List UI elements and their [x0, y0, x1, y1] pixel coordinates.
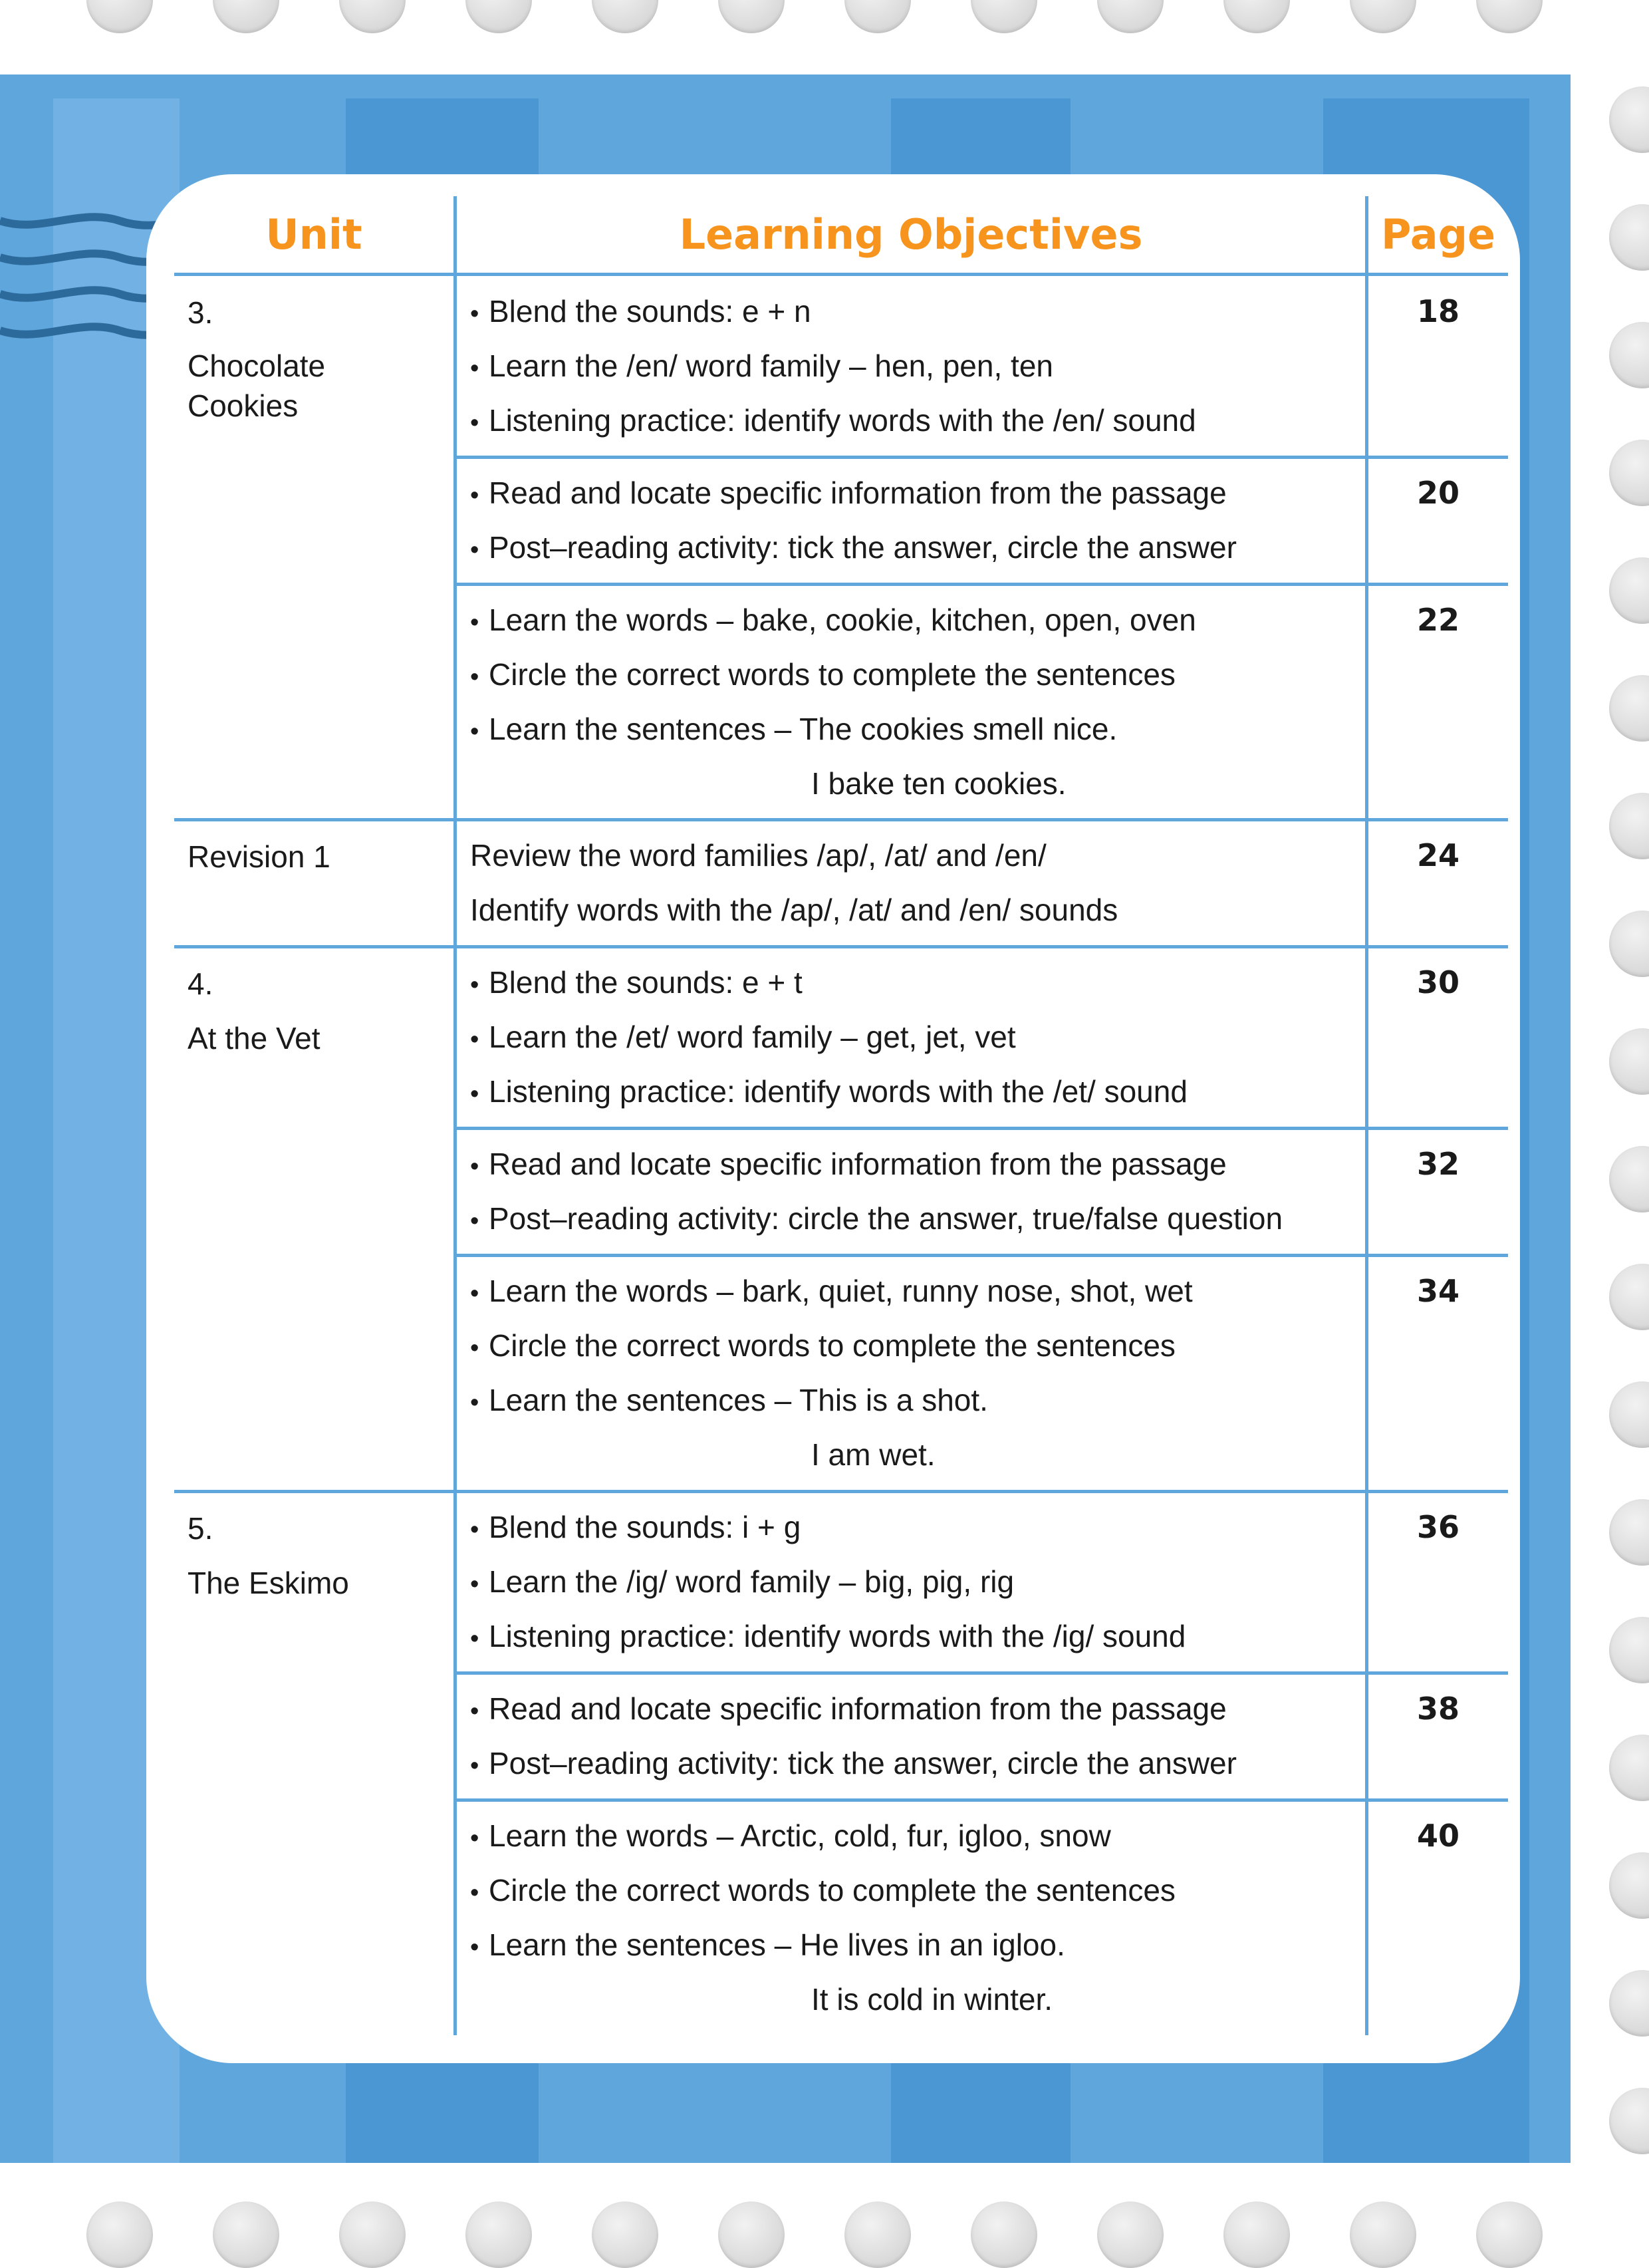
objective-item — [470, 520, 1361, 575]
bullet-icon: • — [470, 482, 479, 509]
perforation-dot — [86, 0, 153, 33]
unit-divider — [174, 818, 1508, 821]
objective-item — [470, 702, 1361, 756]
page-number: 34 — [1416, 1273, 1459, 1309]
perforation-dot — [844, 2201, 911, 2268]
perforation-dot — [592, 0, 658, 33]
perforation-dot — [1350, 0, 1416, 33]
objective-item — [470, 339, 1361, 393]
perforation-dot — [1609, 86, 1649, 153]
page-number: 36 — [1416, 1509, 1459, 1545]
bullet-icon: • — [470, 1625, 479, 1653]
perforation-dot — [1609, 1028, 1649, 1095]
objective-item — [470, 1137, 1361, 1191]
objective-text: Read and locate specific information from the passage — [489, 476, 1227, 510]
perforation-dot — [1476, 2201, 1543, 2268]
bullet-icon: • — [470, 1824, 479, 1852]
bullet-icon: • — [470, 1752, 479, 1780]
unit-name: The Eskimo — [188, 1566, 349, 1600]
perforation-dot — [971, 0, 1037, 33]
objective-text: Identify words with the /ap/, /at/ and /en/ sounds — [470, 893, 1118, 927]
objective-text: Listening practice: identify words with the /en/ sound — [489, 403, 1196, 438]
objectives-list — [470, 828, 1361, 937]
perforation-dot — [1350, 2201, 1416, 2268]
perforation-dot — [1609, 1970, 1649, 2037]
section-divider — [457, 583, 1508, 586]
perforation-dot — [592, 2201, 658, 2268]
objective-item — [470, 1917, 1361, 1972]
objective-item — [470, 955, 1361, 1010]
perforation-dot — [465, 2201, 532, 2268]
objective-text: Circle the correct words to complete the sentences — [489, 1328, 1176, 1363]
objective-text: Learn the words – bake, cookie, kitchen, open, oven — [489, 603, 1196, 637]
objective-item — [470, 1681, 1361, 1736]
objective-text: Blend the sounds: e + n — [489, 294, 811, 329]
perforation-dot — [1609, 557, 1649, 624]
bullet-icon: • — [470, 536, 479, 564]
perforation-dot — [1609, 2088, 1649, 2154]
unit-name: Revision 1 — [188, 839, 330, 874]
sentence-continuation: I am wet. — [811, 1437, 936, 1472]
perforation-dot — [465, 0, 532, 33]
objective-item — [470, 1064, 1361, 1119]
perforation-dot — [1609, 793, 1649, 859]
objective-text: Post–reading activity: tick the answer, circle the answer — [489, 530, 1237, 565]
objective-item — [470, 1736, 1361, 1790]
objective-text: Learn the sentences – The cookies smell nice. — [489, 712, 1118, 746]
bullet-icon: • — [470, 1697, 479, 1725]
page-number: 30 — [1416, 964, 1459, 1000]
objective-item — [470, 1808, 1361, 1863]
page-number: 24 — [1416, 837, 1459, 873]
sentence-continuation: I bake ten cookies. — [811, 766, 1067, 801]
bullet-icon: • — [470, 1207, 479, 1235]
unit-number: 4. — [188, 966, 213, 1001]
bullet-icon: • — [470, 1280, 479, 1308]
bullet-icon: • — [470, 1334, 479, 1362]
section-divider — [457, 1798, 1508, 1802]
objectives-list — [470, 1500, 1361, 1663]
perforation-dot — [1609, 1381, 1649, 1448]
bullet-icon: • — [470, 1516, 479, 1544]
objectives-list — [470, 593, 1361, 811]
perforation-dot — [339, 2201, 406, 2268]
objective-item — [470, 647, 1361, 702]
objective-item — [470, 1609, 1361, 1663]
unit-number: 3. — [188, 295, 213, 330]
bullet-icon: • — [470, 300, 479, 328]
objective-text: Blend the sounds: e + t — [489, 965, 803, 1000]
objective-item — [470, 1318, 1361, 1373]
perforation-dot — [213, 2201, 279, 2268]
perforation-dot — [86, 2201, 153, 2268]
objective-text: Blend the sounds: i + g — [489, 1510, 801, 1544]
header-divider — [174, 273, 1508, 276]
objective-text: Learn the sentences – He lives in an igloo. — [489, 1927, 1065, 1962]
objective-text: Listening practice: identify words with the /ig/ sound — [489, 1619, 1186, 1653]
objective-item — [470, 284, 1361, 339]
perforation-dot — [844, 0, 911, 33]
objective-text: Circle the correct words to complete the sentences — [489, 1873, 1176, 1908]
objectives-list — [470, 284, 1361, 448]
objective-text: Review the word families /ap/, /at/ and /en/ — [470, 838, 1047, 873]
perforation-dot — [1476, 0, 1543, 33]
perforation-dot — [1609, 1617, 1649, 1683]
objectives-list — [470, 1808, 1361, 2027]
section-divider — [457, 1671, 1508, 1675]
objectives-list — [470, 955, 1361, 1119]
objective-text: Learn the /en/ word family – hen, pen, ten — [489, 349, 1053, 383]
bullet-icon: • — [470, 718, 479, 746]
perforation-dot — [1609, 1146, 1649, 1212]
bullet-icon: • — [470, 1080, 479, 1108]
header-learning-objectives: Learning Objectives — [679, 210, 1143, 259]
unit-divider — [174, 1490, 1508, 1493]
header-page: Page — [1380, 210, 1496, 259]
objective-text: Read and locate specific information from the passage — [489, 1147, 1227, 1181]
perforation-dot — [1609, 1852, 1649, 1919]
objective-item — [470, 1554, 1361, 1609]
objective-item — [470, 1264, 1361, 1318]
bullet-icon: • — [470, 609, 479, 637]
perforation-dot — [1609, 1735, 1649, 1801]
objective-text: Learn the sentences – This is a shot. — [489, 1383, 988, 1417]
bullet-icon: • — [470, 1026, 479, 1054]
objective-text: Learn the words – bark, quiet, runny nose, shot, wet — [489, 1274, 1193, 1308]
unit-number: 5. — [188, 1511, 213, 1546]
bullet-icon: • — [470, 971, 479, 999]
bullet-icon: • — [470, 409, 479, 437]
unit-name: Chocolate Cookies — [188, 349, 326, 423]
perforation-dot — [1609, 675, 1649, 742]
perforation-dot — [718, 0, 785, 33]
unit-name: At the Vet — [188, 1021, 320, 1056]
perforation-dot — [1223, 0, 1290, 33]
objectives-list — [470, 1681, 1361, 1790]
page-number: 18 — [1416, 293, 1459, 329]
objective-item — [470, 1373, 1361, 1427]
header-unit: Unit — [265, 210, 362, 259]
objective-text: Post–reading activity: tick the answer, circle the answer — [489, 1746, 1237, 1780]
page-number: 40 — [1416, 1818, 1459, 1854]
perforation-dot — [339, 0, 406, 33]
column-divider — [453, 196, 457, 2035]
objective-text: Learn the words – Arctic, cold, fur, igloo, snow — [489, 1818, 1111, 1853]
objective-text: Listening practice: identify words with the /et/ sound — [489, 1074, 1188, 1109]
bullet-icon: • — [470, 663, 479, 691]
objectives-list — [470, 466, 1361, 575]
perforation-dot — [1609, 911, 1649, 977]
perforation-dot — [1223, 2201, 1290, 2268]
objective-item — [470, 1500, 1361, 1554]
objective-text: Post–reading activity: circle the answer, true/false question — [489, 1201, 1283, 1236]
perforation-dot — [213, 0, 279, 33]
perforation-dot — [1609, 1264, 1649, 1330]
page-number: 38 — [1416, 1691, 1459, 1727]
objective-text: Circle the correct words to complete the sentences — [489, 657, 1176, 692]
perforation-dot — [1609, 322, 1649, 388]
bullet-icon: • — [470, 354, 479, 382]
sentence-continuation: It is cold in winter. — [811, 1982, 1053, 2017]
page-number: 32 — [1416, 1146, 1459, 1182]
objective-text: Read and locate specific information from the passage — [489, 1691, 1227, 1726]
objective-item — [470, 1191, 1361, 1246]
perforation-dot — [1097, 0, 1164, 33]
bullet-icon: • — [470, 1389, 479, 1417]
perforation-dot — [1097, 2201, 1164, 2268]
section-divider — [457, 456, 1508, 459]
page-number: 22 — [1416, 602, 1459, 638]
objectives-list — [470, 1137, 1361, 1246]
unit-divider — [174, 945, 1508, 948]
perforation-dot — [718, 2201, 785, 2268]
objective-item — [470, 466, 1361, 520]
objective-text: Learn the /et/ word family – get, jet, vet — [489, 1020, 1016, 1054]
objectives-list — [470, 1264, 1361, 1482]
bullet-icon: • — [470, 1879, 479, 1907]
bullet-icon: • — [470, 1153, 479, 1181]
perforation-dot — [1609, 440, 1649, 506]
section-divider — [457, 1254, 1508, 1257]
section-divider — [457, 1127, 1508, 1130]
bullet-icon: • — [470, 1570, 479, 1598]
objective-text: Learn the /ig/ word family – big, pig, rig — [489, 1564, 1015, 1599]
perforation-dot — [971, 2201, 1037, 2268]
perforation-dot — [1609, 204, 1649, 271]
bullet-icon: • — [470, 1933, 479, 1961]
objective-item — [470, 393, 1361, 448]
objective-item — [470, 593, 1361, 647]
page-number: 20 — [1416, 475, 1459, 511]
objective-item — [470, 1010, 1361, 1064]
objective-item — [470, 1863, 1361, 1917]
perforation-dot — [1609, 1499, 1649, 1566]
